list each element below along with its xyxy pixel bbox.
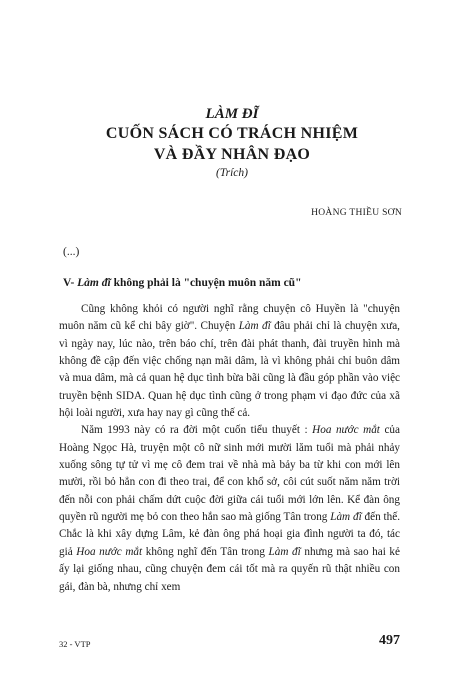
title-line-2: CUỐN SÁCH CÓ TRÁCH NHIỆM bbox=[105, 125, 359, 142]
text-run: Cũng không khỏi có người nghĩ rằng chuyện cô Huyền là "chuyện muôn năm cũ kể chi bây giờ". Chuyện bbox=[59, 303, 400, 333]
title-line-1: LÀM ĐĨ bbox=[205, 106, 259, 122]
body-text bbox=[59, 301, 400, 596]
text-run: nhưng mà sao hai kẻ ấy lại giống nhau, cũng chuyện đem cái tốt mà ra quyến rũ thật nhiều con gái, đàn bà, nhưng chỉ xem bbox=[59, 545, 400, 593]
section-heading bbox=[63, 277, 301, 289]
paragraph-1 bbox=[59, 301, 400, 422]
footer-signature: 32 - VTP bbox=[59, 639, 91, 649]
text-run-italic: Hoa nước mắt bbox=[76, 545, 143, 558]
text-run-italic: Làm đĩ bbox=[330, 511, 362, 524]
author-name: HOÀNG THIỀU SƠN bbox=[311, 208, 402, 218]
text-run: Năm 1993 này có ra đời một cuốn tiểu thuyết : bbox=[81, 424, 313, 437]
text-run: đâu phải chỉ là chuyện xưa, vì ngày nay, lúc nào, trên báo chí, trên đài phát thanh, đài truyền hình mà không đề cập đến việc chống nạn mãi dâm, là vì không phải chỉ buôn dâm và mua dâm, mà cả quan hệ dục tình bừa bãi cũng là đầu góp phần vào việc truyền bệnh SIDA. Quan hệ dục tình cũng ở trong phạm vi đạo đức của xã hội loài người, xưa hay nay gì cũng thế cả. bbox=[59, 320, 400, 420]
section-title-italic: Làm đĩ bbox=[77, 277, 111, 289]
text-run-italic: Làm đĩ bbox=[268, 545, 301, 558]
page-number: 497 bbox=[379, 633, 400, 648]
title-subtitle: (Trích) bbox=[216, 167, 248, 179]
section-prefix: V- bbox=[63, 277, 78, 289]
text-run: đến thế. Chắc là khi xây dựng Lâm, kẻ đàn ông phá hoại gia đình người ta đó, tác giả bbox=[59, 511, 400, 558]
text-run: của Hoàng Ngọc Hà, truyện một cô nữ sinh mới mười lăm tuổi mà phải nhảy xuống sông tự tử vì mẹ cô đem trai về nhà mà bảy ba từ khi con mới lên mười, rồi bỏ hẳn con đi theo trai, để con khổ sở, côi cút suốt năm năm trời đến nỗi con phải chấm dứt cuộc đời giữa cái tuổi mới lớn lên. Kể đàn ông quyền rũ người mẹ bỏ con theo hắn sao mà giống Tân trong bbox=[59, 424, 400, 524]
text-run: không nghĩ đến Tân trong bbox=[142, 545, 269, 558]
omission-mark: (...) bbox=[63, 246, 80, 258]
text-run-italic: Hoa nước mắt bbox=[312, 424, 380, 437]
text-run-italic: Làm đĩ bbox=[238, 320, 271, 333]
section-title-rest: không phải là "chuyện muôn năm cũ" bbox=[110, 277, 302, 289]
paragraph-2 bbox=[59, 422, 400, 595]
title-line-3: VÀ ĐẦY NHÂN ĐẠO bbox=[153, 146, 311, 163]
